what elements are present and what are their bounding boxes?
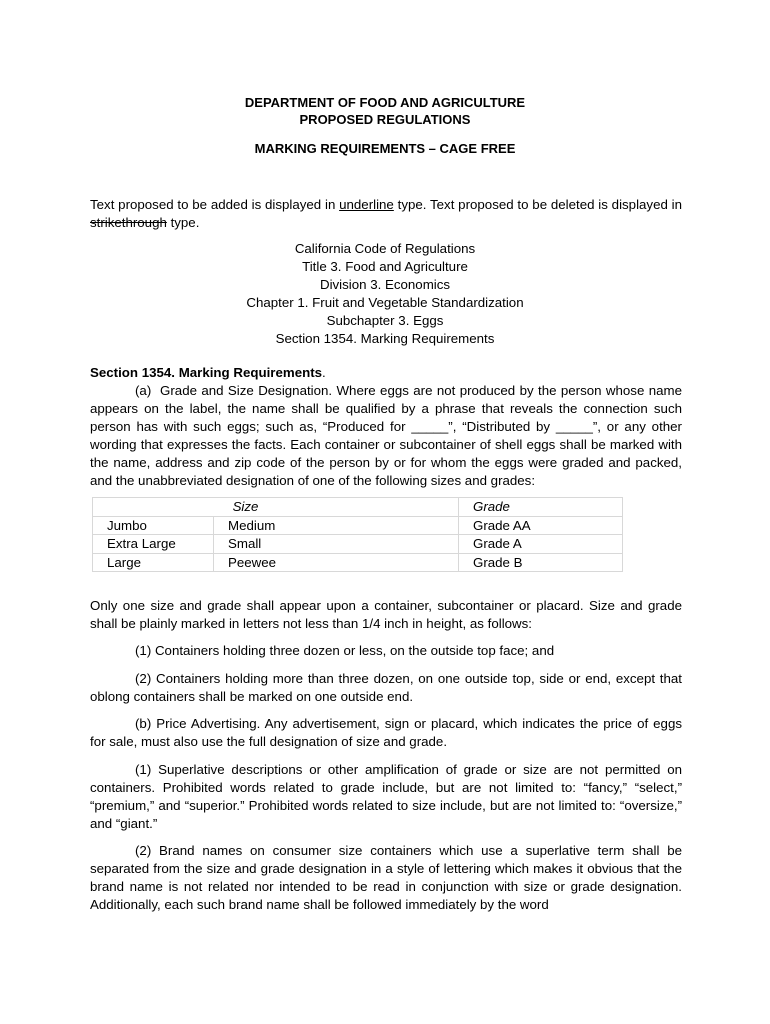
table-cell: Grade B bbox=[459, 553, 623, 572]
underline-example: underline bbox=[339, 197, 394, 212]
size-grade-table bbox=[92, 497, 623, 572]
table-cell: Small bbox=[214, 535, 459, 554]
code-citation bbox=[90, 240, 680, 348]
grade-column-header: Grade bbox=[473, 499, 510, 514]
formatting-notice: Text proposed to be added is displayed in underline type. Text proposed to be deleted is displayed in strikethrough type. bbox=[90, 197, 682, 230]
paragraph-1: (1) Containers holding three dozen or less, on the outside top face; and bbox=[135, 643, 555, 658]
paragraph-only-one-size: Only one size and grade shall appear upon a container, subcontainer or placard. Size and grade shall be plainly marked in letters not less than 1/4 inch in height, as follows: bbox=[90, 598, 682, 631]
paragraph-b1: (1) Superlative descriptions or other amplification of grade or size are not permitted on containers. Prohibited words related to grade include, but are not limited to: “fancy,” “select,” “premium,” and “superior.” Prohibited words related to size include, but are not limited to: “oversize,” and “giant.” bbox=[90, 762, 682, 831]
table-cell: Jumbo bbox=[93, 516, 214, 535]
table-cell: Large bbox=[93, 553, 214, 572]
table-row bbox=[93, 553, 623, 572]
code-line: Chapter 1. Fruit and Vegetable Standardization bbox=[246, 295, 524, 310]
table-cell: Grade A bbox=[459, 535, 623, 554]
table-row bbox=[93, 535, 623, 554]
table-cell: Peewee bbox=[214, 553, 459, 572]
table-row bbox=[93, 516, 623, 535]
paragraph-2: (2) Containers holding more than three dozen, on one outside top, side or end, except that oblong containers shall be marked on one outside end. bbox=[90, 671, 682, 704]
proposed-regulations-title: PROPOSED REGULATIONS bbox=[299, 112, 471, 127]
strikethrough-example: strikethrough bbox=[90, 215, 167, 230]
code-line: Division 3. Economics bbox=[319, 277, 451, 292]
code-line: Title 3. Food and Agriculture bbox=[302, 259, 468, 274]
table-cell: Medium bbox=[214, 516, 459, 535]
size-column-header: Size bbox=[232, 499, 259, 514]
section-heading: Section 1354. Marking Requirements. bbox=[90, 365, 326, 380]
code-line: Section 1354. Marking Requirements bbox=[275, 331, 495, 346]
code-line: Subchapter 3. Eggs bbox=[326, 313, 444, 328]
code-line: California Code of Regulations bbox=[294, 241, 476, 256]
table-cell: Grade AA bbox=[459, 516, 623, 535]
paragraph-b: (b) Price Advertising. Any advertisement, sign or placard, which indicates the price of eggs for sale, must also use the full designation of size and grade. bbox=[90, 716, 682, 749]
document-subject-title: MARKING REQUIREMENTS – CAGE FREE bbox=[254, 141, 516, 156]
paragraph-b2: (2) Brand names on consumer size containers which use a superlative term shall be separated from the size and grade designation in a style of lettering which makes it obvious that the brand name is not related nor intended to be read in conjunction with size or grade designation. Additionally, each such brand name shall be followed immediately by the word bbox=[90, 843, 682, 912]
paragraph-a: (a) Grade and Size Designation. Where eggs are not produced by the person whose name appears on the label, the name shall be qualified by a phrase that reveals the connection such person has with such eggs; such as, “Produced for _____”, “Distributed by _____”, or any other wording that expresses the facts. Each container or subcontainer of shell eggs shall be marked with the name, address and zip code of the person by or for whom the eggs were graded and packed, and the unabbreviated designation of one of the following sizes and grades: bbox=[90, 383, 682, 488]
table-header-row bbox=[93, 498, 623, 517]
table-cell: Extra Large bbox=[93, 535, 214, 554]
department-title: DEPARTMENT OF FOOD AND AGRICULTURE bbox=[244, 95, 526, 110]
